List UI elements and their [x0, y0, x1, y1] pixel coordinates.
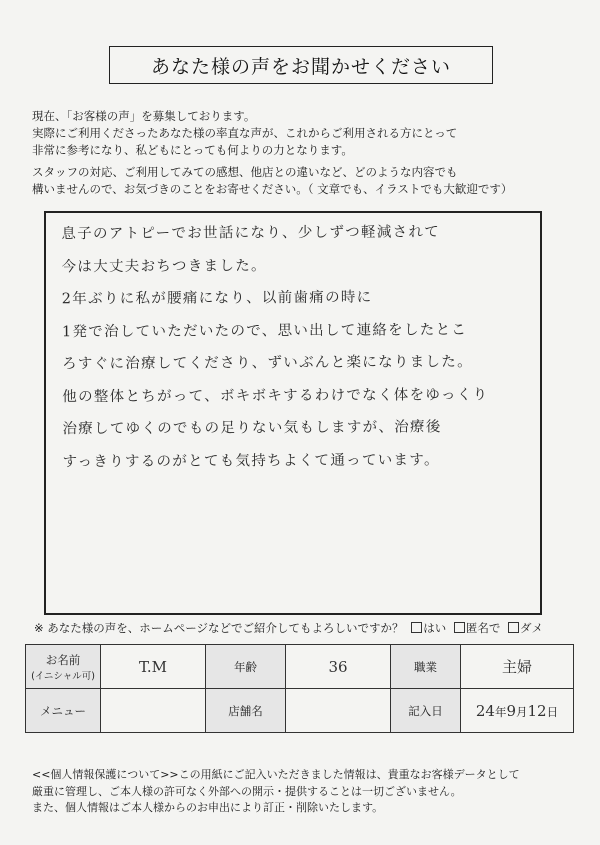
permission-text: ※ あなた様の声を、ホームページなどでご紹介してもよろしいですか？	[34, 621, 404, 635]
intro-line: スタッフの対応、ご利用してみての感想、他店との違いなど、どのような内容でも	[32, 165, 458, 179]
privacy-line: <<個人情報保護について>>この用紙にご記入いただきました情報は、貴重なお客様データとして	[32, 768, 520, 781]
comment-line: 他の整体とちがって、ボキボキするわけでなく体をゆっくり	[62, 386, 489, 405]
name-label: お名前	[45, 652, 81, 667]
intro-line: 実際にご利用くださったあなた様の率直な声が、これからご利用される方にとって	[32, 126, 458, 140]
comment-line: 2年ぶりに私が腰痛になり、以前歯痛の時に	[61, 289, 373, 308]
name-sublabel: (イニシャル可)	[31, 670, 95, 682]
date-month-unit: 月	[516, 704, 528, 719]
menu-label: メニュー	[26, 689, 101, 733]
date-day-unit: 日	[546, 704, 559, 719]
age-label: 年齢	[206, 645, 286, 689]
form-title-text: あなた様の声をお聞かせください	[150, 55, 451, 78]
intro-paragraph-1	[32, 108, 457, 159]
date-month-value: 9	[506, 701, 517, 720]
comment-line: 今は大丈夫おちつきました。	[61, 257, 267, 275]
comment-box[interactable]	[44, 211, 542, 615]
intro-line: 非常に参考になり、私どもにとっても何よりの力となります。	[32, 143, 353, 157]
name-label-cell	[26, 645, 101, 689]
age-field[interactable]	[286, 645, 391, 689]
job-label: 職業	[391, 645, 461, 689]
privacy-line: また、個人情報はご本人様からのお申出により訂正・削除いたします。	[32, 801, 384, 814]
comment-line: 1発で治していただいたので、思い出して連絡をしたとこ	[61, 321, 468, 340]
option-anonymous-label: 匿名で	[465, 621, 501, 635]
intro-line: 構いませんので、お気づきのことをお寄せください。（ 文章でも、イラストでも大歓迎です）	[32, 182, 513, 196]
comment-line: 息子のアトピーでお世話になり、少しずつ軽減されて	[61, 224, 441, 243]
customer-info-table	[25, 644, 574, 733]
permission-question	[34, 620, 543, 636]
menu-field[interactable]	[101, 689, 206, 733]
checkbox-anonymous[interactable]	[454, 622, 465, 633]
job-value: 主婦	[501, 658, 532, 676]
intro-line: 現在、「お客様の声」を募集しております。	[32, 109, 256, 123]
handwritten-comment	[61, 216, 542, 479]
date-label: 記入日	[391, 689, 461, 733]
comment-line: すっきりするのがとても気持ちよくて通っています。	[62, 451, 440, 470]
store-label: 店舗名	[206, 689, 286, 733]
comment-line: ろすぐに治療してくださり、ずいぶんと楽になりました。	[62, 354, 473, 373]
option-yes-label: はい	[423, 621, 447, 635]
checkbox-yes[interactable]	[411, 622, 422, 633]
date-field[interactable]	[461, 689, 574, 733]
comment-line: 治療してゆくのでもの足りない気もしますが、治療後	[62, 419, 442, 438]
date-day-value: 12	[527, 701, 547, 720]
age-value: 36	[328, 657, 348, 676]
name-field[interactable]	[101, 645, 206, 689]
privacy-line: 厳重に管理し、ご本人様の許可なく外部への開示・提供することは一切ございません。	[32, 784, 462, 798]
intro-paragraph-2	[32, 164, 512, 198]
job-field[interactable]	[461, 645, 574, 689]
privacy-notice	[32, 767, 520, 817]
checkbox-no[interactable]	[508, 622, 519, 633]
name-value: T.M	[139, 657, 167, 676]
date-year-unit: 年	[494, 704, 507, 719]
date-year-value: 24	[475, 701, 495, 720]
form-title	[109, 46, 493, 84]
store-field[interactable]	[286, 689, 391, 733]
option-no-label: ダメ	[520, 621, 544, 635]
